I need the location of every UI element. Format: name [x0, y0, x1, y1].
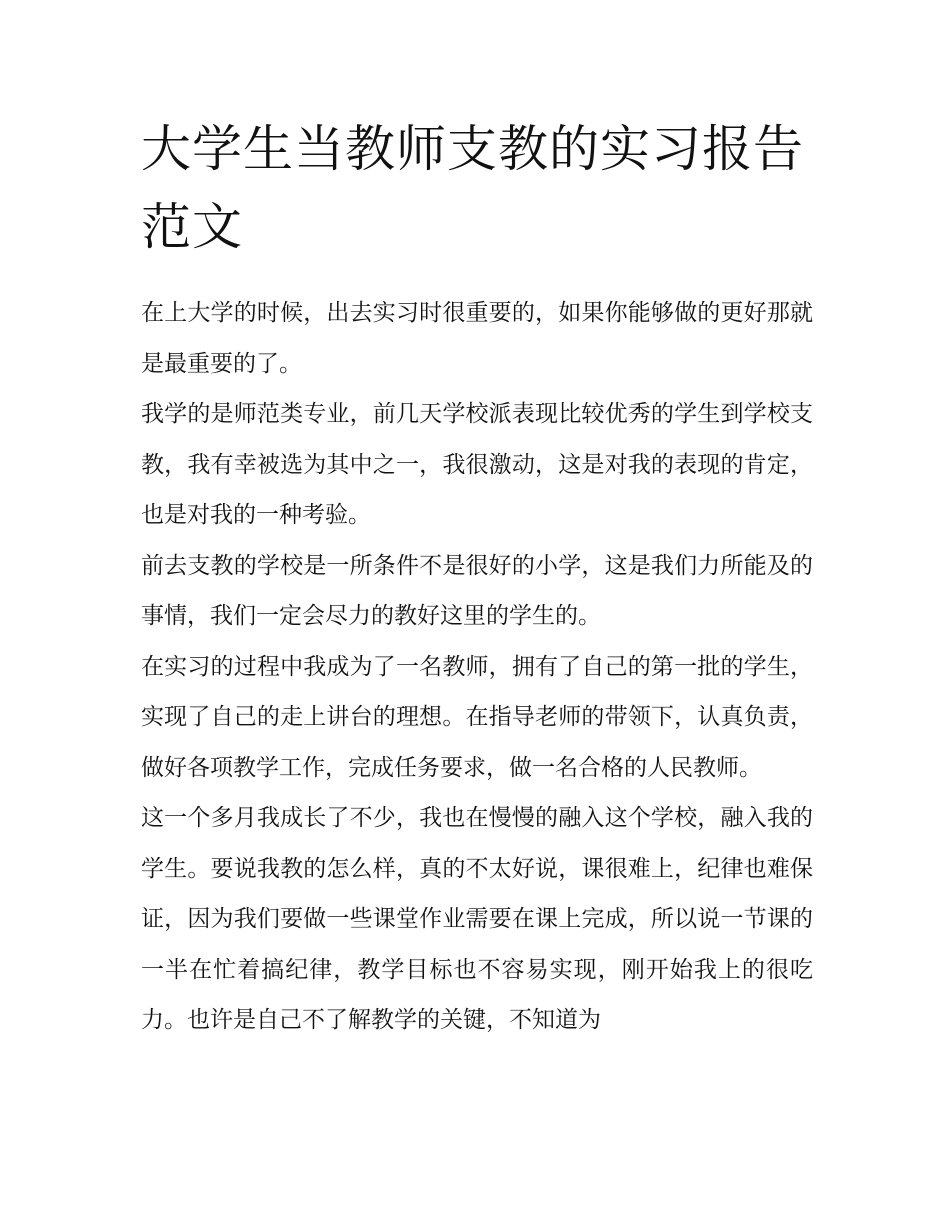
document-title: 大学生当教师支教的实习报告范文: [141, 120, 804, 256]
paragraph: 我学的是师范类专业，前几天学校派表现比较优秀的学生到学校支教，我有幸被选为其中之一，我很激动，这是对我的表现的肯定，也是对我的一种考验。: [141, 401, 813, 528]
paragraph: 在上大学的时候，出去实习时很重要的，如果你能够做的更好那就是最重要的了。: [141, 300, 813, 377]
paragraph: 前去支教的学校是一所条件不是很好的小学，这是我们力所能及的事情，我们一定会尽力的教好这里的学生的。: [141, 552, 813, 629]
document-body: [141, 110, 813, 1046]
paragraph: 这一个多月我成长了不少，我也在慢慢的融入这个学校，融入我的学生。要说我教的怎么样，真的不太好说，课很难上，纪律也难保证，因为我们要做一些课堂作业需要在课上完成，所以说一节课的一半在忙着搞纪律，教学目标也不容易实现，刚开始我上的很吃力。也许是自己不了解教学的关键，不知道为: [141, 805, 813, 1033]
paragraph: 在实习的过程中我成为了一名教师，拥有了自己的第一批的学生，实现了自己的走上讲台的理想。在指导老师的带领下，认真负责，做好各项教学工作，完成任务要求，做一名合格的人民教师。: [141, 653, 813, 781]
